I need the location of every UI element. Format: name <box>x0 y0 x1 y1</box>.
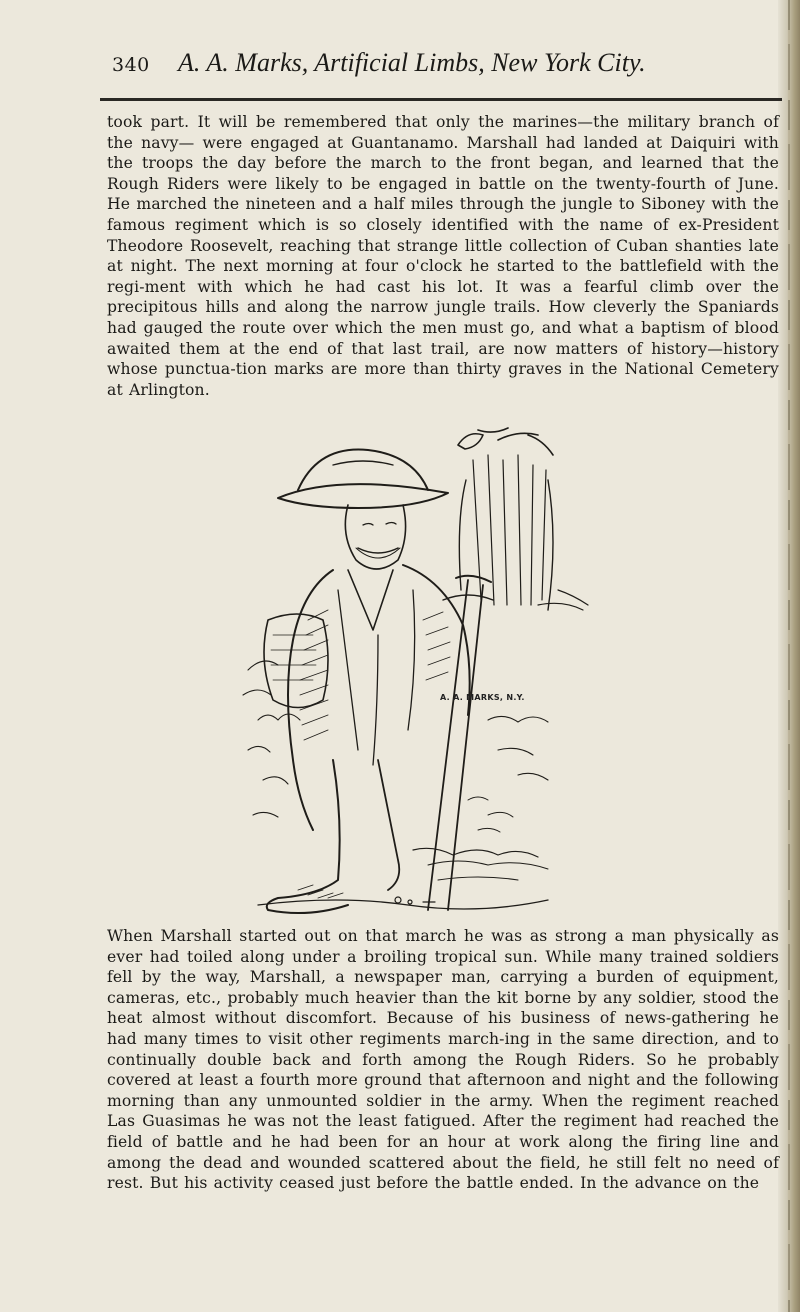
engraving-drawing <box>238 420 598 925</box>
paragraph-text: When Marshall started out on that march he was as strong a man physically as ever had toiled along under a broiling tropical sun. While many trained soldiers fell by the way, Marshall, a newspaper man, carrying a burden of equipment, cameras, etc., probably much heavier than the kit borne by any soldier, stood the heat almost without discomfort. Because of his business of news-gathering he had many times to visit other regiments march-ing in the same direction, and to continually double back and forth among the Rough Riders. So he probably covered at least a fourth more ground that afternoon and night and the following morning than any unmounted soldier in the army. When the regiment reached Las Guasimas he was not the least fatigued. After the regiment had reached the field of battle and he had been for an hour at work along the firing line and among the dead and wounded scattered about the field, he still felt no need of rest. But his activity ceased just before the battle ended. In the advance on the <box>107 927 779 1193</box>
page-number: 340 <box>112 54 150 76</box>
page-edge <box>778 0 800 1312</box>
body-paragraph-2 <box>107 926 779 1194</box>
body-paragraph-1 <box>107 112 779 400</box>
header-rule <box>100 98 782 101</box>
page-header <box>112 48 672 88</box>
running-title: A. A. Marks, Artificial Limbs, New York City. <box>178 48 646 77</box>
illustration-soldier-on-crutches <box>238 420 598 925</box>
illustration-signature: A. A. MARKS, N.Y. <box>440 693 525 702</box>
paragraph-text: took part. It will be remembered that only the marines—the military branch of the navy— were engaged at Guantanamo. Marshall had landed at Daiquiri with the troops the day before the march to the front began, and learned that the Rough Riders were likely to be engaged in battle on the twenty-fourth of June. He marched the nineteen and a half miles through the jungle to Siboney with the famous regiment which is so closely identified with the name of ex-President Theodore Roosevelt, reaching that strange little collection of Cuban shanties late at night. The next morning at four o'clock he started to the battlefield with the regi-ment with which he had cast his lot. It was a fearful climb over the precipitous hills and along the narrow jungle trails. How cleverly the Spaniards had gauged the route over which the men must go, and what a baptism of blood awaited them at the end of that last trail, are now matters of history—history whose punctua-tion marks are more than thirty graves in the National Cemetery at Arlington. <box>107 113 779 399</box>
